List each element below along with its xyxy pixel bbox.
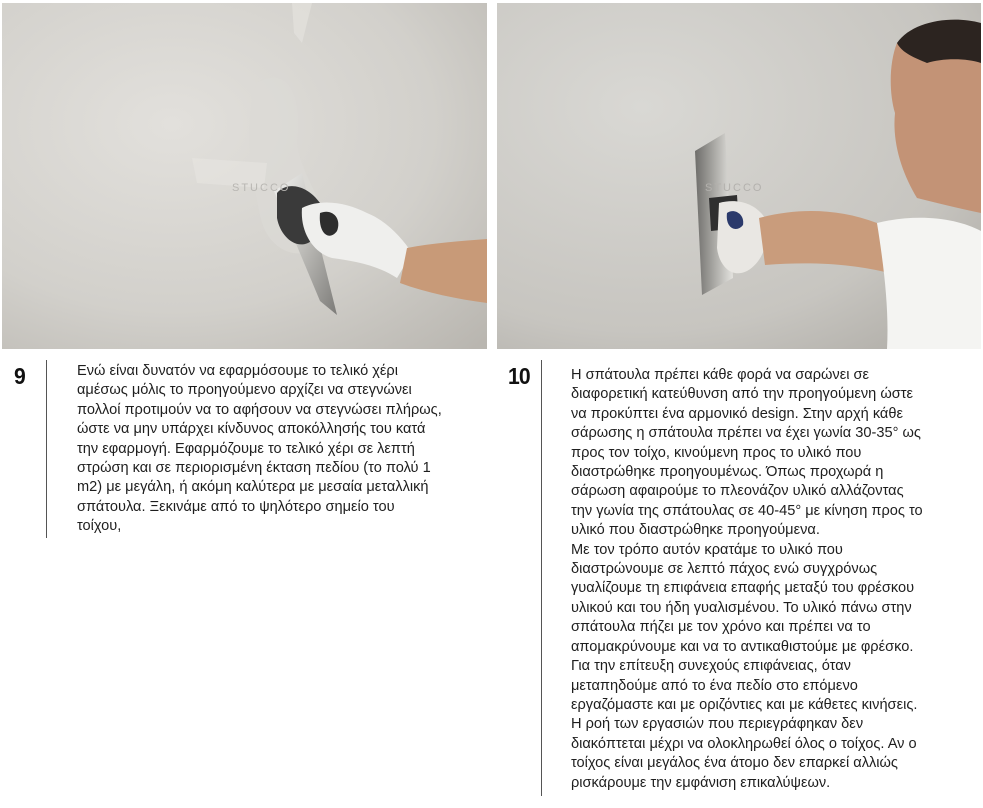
text-line: Για την επίτευξη συνεχούς επιφάνειας, όταν [571, 658, 851, 675]
step-10-photo [497, 3, 981, 349]
text-line: προς τον τοίχο, κινούμενη προς το υλικό που [571, 444, 862, 461]
text-line: διαστρώνουμε σε λεπτό πάχος ενώ συγχρόνως [571, 561, 878, 578]
text-line: σάρωση αφαιρούμε το πλεονάζον υλικό αλλάζοντας [571, 483, 904, 500]
step-9-description [77, 362, 467, 537]
text-line: ρισκάρουμε την εμφάνιση επικαλύψεων. [571, 774, 831, 791]
text-line: την γωνία της σπάτουλας σε 40-45° με κίνηση προς το [571, 502, 923, 519]
text-line: να προκύπτει ένα αρμονικό design. Στην αρχή κάθε [571, 405, 903, 422]
text-line: διαστρώθηκε προηγουμένως. Όπως προχωρά η [571, 464, 884, 481]
stucco-watermark: STUCCO [232, 182, 291, 194]
step-9-photo [2, 3, 487, 349]
text-line: σπάτουλα. Ξεκινάμε από το ψηλότερο σημείο του [77, 498, 395, 515]
text-line: σπάτουλα πήζει με τον χρόνο και πρέπει να το [571, 619, 871, 636]
step-divider [541, 360, 542, 796]
text-line: υλικό που διαστρώθηκε προηγούμενα. [571, 522, 820, 539]
text-line: σάρωσης η σπάτουλα πρέπει να έχει γωνία 30-35° ως [571, 425, 921, 442]
text-line: πολλοί προτιμούν να το αφήσουν να στεγνώσει πλήρως, [77, 401, 442, 418]
text-line: στρώση και σε περιορισμένη έκταση πεδίου (το πολύ 1 [77, 460, 431, 477]
text-line: μεταπηδούμε από το ένα πεδίο στο επόμενο [571, 677, 858, 694]
text-line: τοίχου, [77, 518, 122, 535]
text-line: υλικού και του ήδη γυαλισμένου. Το υλικό πάνω στην [571, 599, 912, 616]
text-line: τοίχος είναι μεγάλος ένα άτομο δεν επαρκεί αλλιώς [571, 755, 898, 772]
step-10-description [571, 366, 966, 793]
text-line: απομακρύνουμε και να το αντικαθιστούμε με φρέσκο. [571, 638, 914, 655]
step-number: 10 [508, 363, 530, 389]
plastering-wall-image [2, 3, 487, 349]
text-line: διακόπτεται μέχρι να ολοκληρωθεί όλος ο τοίχος. Αν ο [571, 735, 917, 752]
step-divider [46, 360, 47, 538]
worker-plastering-image [497, 3, 981, 349]
text-line: διαφορετική κατεύθυνση από την προηγούμενη ώστε [571, 386, 914, 403]
text-line: την εφαρμογή. Εφαρμόζουμε το τελικό χέρι σε λεπτή [77, 440, 415, 457]
text-line: εργαζόμαστε και με οριζόντιες και με κάθετες κινήσεις. [571, 696, 918, 713]
text-line: γυαλίζουμε τη επιφάνεια επαφής μεταξύ του φρέσκου [571, 580, 915, 597]
text-line: Ενώ είναι δυνατόν να εφαρμόσουμε το τελικό χέρι [77, 363, 398, 379]
text-line: ώστε να μην υπάρχει κίνδυνος αποκόλλησής του κατά [77, 421, 426, 438]
text-line: m2) με μεγάλη, ή ακόμη καλύτερα με μεσαία μεταλλική [77, 479, 429, 496]
text-line: αμέσως μόλις το προηγούμενο αρχίζει να στεγνώνει [77, 382, 412, 399]
stucco-watermark: STUCCO [705, 182, 764, 194]
text-line: Με τον τρόπο αυτόν κρατάμε το υλικό που [571, 541, 843, 558]
text-line: Η ροή των εργασιών που περιεγράφηκαν δεν [571, 716, 864, 733]
step-number: 9 [14, 363, 25, 389]
text-line: Η σπάτουλα πρέπει κάθε φορά να σαρώνει σε [571, 367, 870, 383]
